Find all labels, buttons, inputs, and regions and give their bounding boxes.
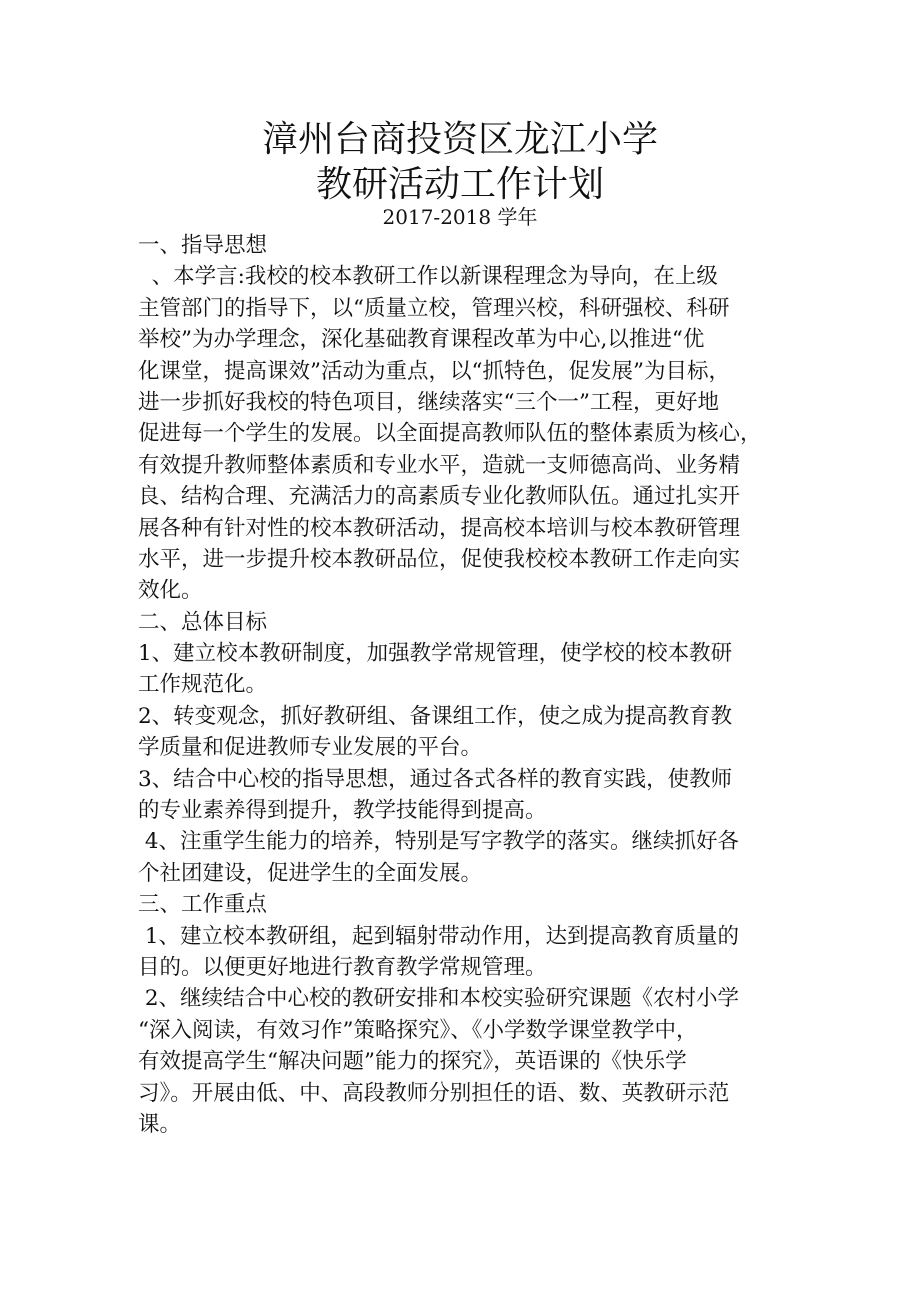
body-line: 学质量和促进教师专业发展的平台。 xyxy=(138,735,483,761)
body-line: 1、建立校本教研制度，加强教学常规管理，使学校的校本教研 xyxy=(138,641,733,667)
body-line: 2、继续结合中心校的教研安排和本校实验研究课题《农村小学 xyxy=(138,986,740,1012)
body-line: 三、工作重点 xyxy=(138,892,268,918)
body-line: “深入阅读，有效习作”策略探究》、《小学数学课堂教学中， xyxy=(138,1017,698,1043)
body-line: 二、总体目标 xyxy=(138,609,268,635)
body-line: 3、结合中心校的指导思想，通过各式各样的教育实践，使教师 xyxy=(138,766,733,792)
school-year: 2017-2018 学年 xyxy=(382,205,538,229)
body-line: 2、转变观念，抓好教研组、备课组工作，使之成为提高教育教 xyxy=(138,703,733,729)
body-line: 有效提升教师整体素质和专业水平，造就一支师德高尚、业务精 xyxy=(138,452,741,478)
body-line: 课。 xyxy=(138,1111,182,1137)
body-line: 目的。以便更好地进行教育教学常规管理。 xyxy=(138,954,547,980)
body-line: 化课堂，提高课效”活动为重点，以“抓特色，促发展”为目标， xyxy=(138,358,730,384)
body-line: 良、结构合理、充满活力的高素质专业化教师队伍。通过扎实开 xyxy=(138,484,741,510)
body-line: 展各种有针对性的校本教研活动，提高校本培训与校本教研管理 xyxy=(138,515,741,541)
body-line: 、本学言:我校的校本教研工作以新课程理念为导向，在上级 xyxy=(138,264,718,290)
document-title-school: 漳州台商投资区龙江小学 xyxy=(261,119,658,160)
document-body xyxy=(138,230,788,1140)
body-line: 效化。 xyxy=(138,578,203,604)
body-line: 习》。开展由低、中、高段教师分别担任的语、数、英教研示范 xyxy=(138,1080,730,1106)
document-title-plan: 教研活动工作计划 xyxy=(315,164,604,205)
body-line: 个社团建设，促进学生的全面发展。 xyxy=(138,860,483,886)
body-line: 水平，进一步提升校本教研品位，促使我校校本教研工作走向实 xyxy=(138,546,741,572)
body-line: 1、建立校本教研组，起到辐射带动作用，达到提高教育质量的 xyxy=(138,923,740,949)
body-line: 有效提高学生“解决问题”能力的探究》，英语课的《快乐学 xyxy=(138,1049,687,1075)
body-line: 一、指导思想 xyxy=(138,233,268,258)
body-line: 4、注重学生能力的培养，特别是写字教学的落实。继续抓好各 xyxy=(138,829,740,855)
body-line: 进一步抓好我校的特色项目，继续落实“三个一”工程，更好地 xyxy=(138,389,719,415)
body-line: 工作规范化。 xyxy=(138,672,268,698)
body-line: 主管部门的指导下，以“质量立校，管理兴校，科研强校、科研 xyxy=(138,295,730,321)
body-line: 的专业素养得到提升，教学技能得到提高。 xyxy=(138,798,547,824)
body-line: 举校”为办学理念，深化基础教育课程改革为中心,以推进“优 xyxy=(138,327,705,353)
body-line: 促进每一个学生的发展。以全面提高教师队伍的整体素质为核心， xyxy=(138,421,762,447)
